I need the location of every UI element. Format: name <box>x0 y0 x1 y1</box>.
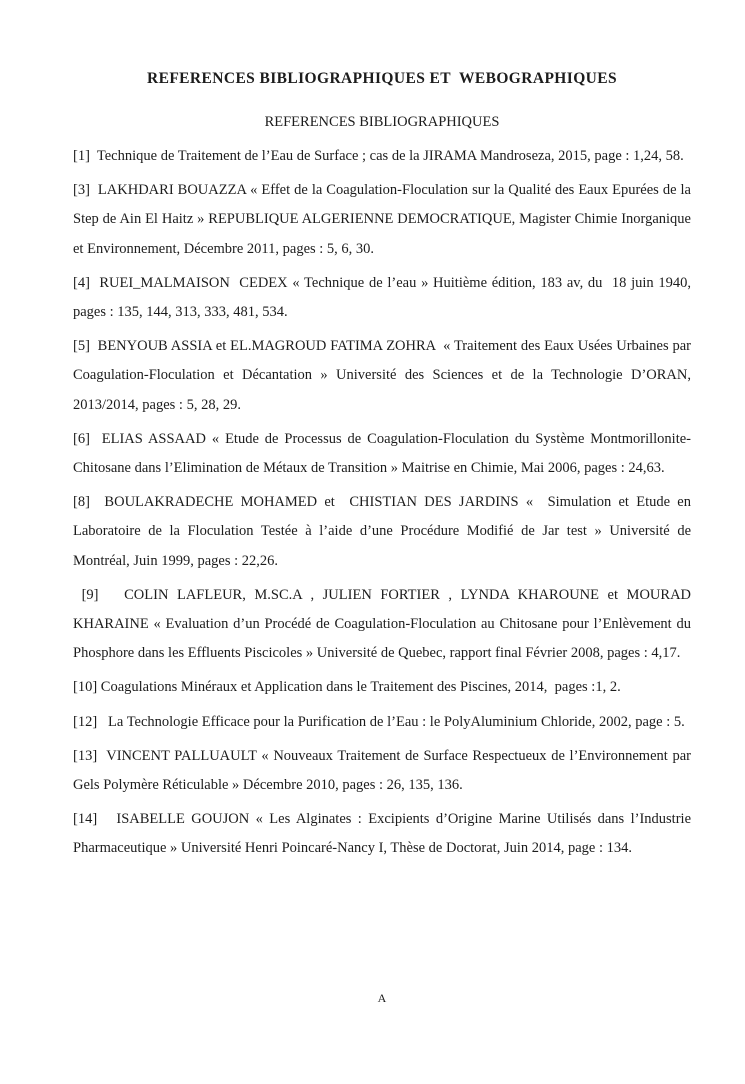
reference-entry: [3] LAKHDARI BOUAZZA « Effet de la Coagulation-Floculation sur la Qualité des Eaux Epurées de la Step de Ain El Haitz » REPUBLIQUE ALGERIENNE DEMOCRATIQUE, Magister Chimie Inorganique et Environnement, Décembre 2011, pages : 5, 6, 30. <box>73 182 695 257</box>
reference-entry: [4] RUEI_MALMAISON CEDEX « Technique de l’eau » Huitième édition, 183 av, du 18 juin 1940, pages : 135, 144, 313, 333, 481, 534. <box>73 274 695 321</box>
page-title: REFERENCES BIBLIOGRAPHIQUES ET WEBOGRAPHIQUES <box>146 70 618 87</box>
reference-entry: [5] BENYOUB ASSIA et EL.MAGROUD FATIMA ZOHRA « Traitement des Eaux Usées Urbaines par Coagulation-Floculation et Décantation » Université des Sciences et de la Technologie D’ORAN, 2013/2014, pages : 5, 28, 29. <box>73 338 695 413</box>
page-number: A <box>377 991 387 1005</box>
reference-entry: [12] La Technologie Efficace pour la Purification de l’Eau : le PolyAluminium Chloride, 2002, page : 5. <box>73 713 685 730</box>
reference-entry: [9] COLIN LAFLEUR, M.SC.A , JULIEN FORTIER , LYNDA KHAROUNE et MOURAD KHARAINE « Evaluation d’un Procédé de Coagulation-Floculation au Chitosane pour l’Enlèvement du Phosphore dans les Effluents Piscicoles » Université de Quebec, rapport final Février 2008, pages : 4,17. <box>73 586 695 662</box>
reference-entry: [1] Technique de Traitement de l’Eau de Surface ; cas de la JIRAMA Mandroseza, 2015, page : 1,24, 58. <box>73 148 684 164</box>
reference-entry: [6] ELIAS ASSAAD « Etude de Processus de Coagulation-Floculation du Système Montmorillonite-Chitosane dans l’Elimination de Métaux de Transition » Maitrise en Chimie, Mai 2006, pages : 24,63. <box>73 430 691 477</box>
page-content <box>73 70 695 869</box>
reference-list <box>73 142 695 864</box>
reference-entry: [13] VINCENT PALLUAULT « Nouveaux Traitement de Surface Respectueux de l’Environnement par Gels Polymère Réticulable » Décembre 2010, pages : 26, 135, 136. <box>73 747 695 794</box>
reference-entry: [10] Coagulations Minéraux et Application dans le Traitement des Piscines, 2014, pages :1, 2. <box>73 679 621 696</box>
section-heading: REFERENCES BIBLIOGRAPHIQUES <box>264 114 500 130</box>
reference-entry: [14] ISABELLE GOUJON « Les Alginates : Excipients d’Origine Marine Utilisés dans l’Industrie Pharmaceutique » Université Henri Poincaré-Nancy I, Thèse de Doctorat, Juin 2014, page : 134. <box>73 811 695 857</box>
reference-entry: [8] BOULAKRADECHE MOHAMED et CHISTIAN DES JARDINS « Simulation et Etude en Laboratoire de la Floculation Testée à l’aide d’une Procédure Modifié de Jar test » Université de Montréal, Juin 1999, pages : 22,26. <box>73 494 695 569</box>
